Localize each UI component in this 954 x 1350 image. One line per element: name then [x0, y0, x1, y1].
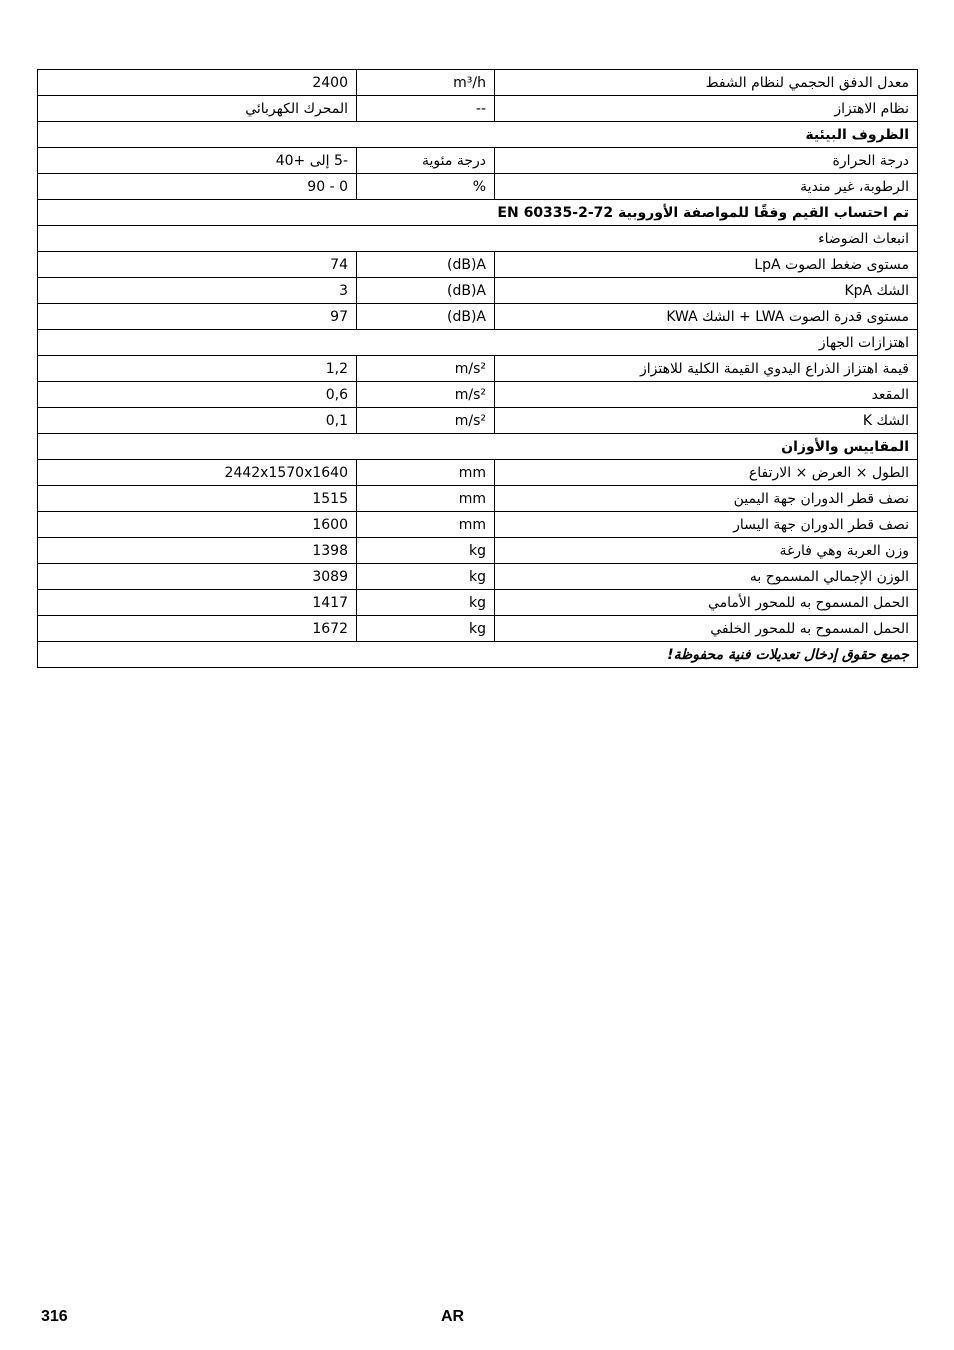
- page-number: 316: [41, 1308, 68, 1325]
- specifications-table-body: [38, 70, 918, 668]
- spec-unit: kg: [357, 564, 495, 590]
- spec-unit: mm: [357, 486, 495, 512]
- spec-value: 2442x1570x1640: [38, 460, 357, 486]
- spec-row: [38, 512, 918, 538]
- spec-value: 3089: [38, 564, 357, 590]
- spec-value: 97: [38, 304, 357, 330]
- spec-label: مستوى ضغط الصوت LpA: [495, 252, 918, 278]
- spec-label: معدل الدفق الحجمي لنظام الشفط: [495, 70, 918, 96]
- spec-label: وزن العربة وهي فارغة: [495, 538, 918, 564]
- spec-value: 74: [38, 252, 357, 278]
- spec-value: 0,6: [38, 382, 357, 408]
- section-row: [38, 330, 918, 356]
- spec-row: [38, 304, 918, 330]
- spec-value: 0 - 90: [38, 174, 357, 200]
- spec-row: [38, 356, 918, 382]
- spec-unit: (dB)A: [357, 278, 495, 304]
- spec-row: [38, 486, 918, 512]
- spec-row: [38, 564, 918, 590]
- section-row: [38, 200, 918, 226]
- spec-value: 1398: [38, 538, 357, 564]
- spec-row: [38, 616, 918, 642]
- spec-unit: kg: [357, 616, 495, 642]
- spec-row: [38, 408, 918, 434]
- section-row: [38, 642, 918, 668]
- spec-unit: mm: [357, 512, 495, 538]
- spec-value: 2400: [38, 70, 357, 96]
- spec-label: الشك K: [495, 408, 918, 434]
- spec-value: 3: [38, 278, 357, 304]
- spec-value: 1,2: [38, 356, 357, 382]
- spec-value: 0,1: [38, 408, 357, 434]
- spec-row: [38, 174, 918, 200]
- section-row: [38, 434, 918, 460]
- spec-row: [38, 252, 918, 278]
- spec-label: المقعد: [495, 382, 918, 408]
- spec-row: [38, 590, 918, 616]
- spec-row: [38, 96, 918, 122]
- spec-row: [38, 460, 918, 486]
- spec-unit: m/s²: [357, 356, 495, 382]
- spec-label: الحمل المسموح به للمحور الخلفي: [495, 616, 918, 642]
- spec-unit: --: [357, 96, 495, 122]
- spec-unit: kg: [357, 538, 495, 564]
- spec-value: 1672: [38, 616, 357, 642]
- spec-label: الشك KpA: [495, 278, 918, 304]
- spec-label: قيمة اهتزاز الذراع اليدوي القيمة الكلية للاهتزاز: [495, 356, 918, 382]
- spec-value: 1515: [38, 486, 357, 512]
- language-code: AR: [441, 1308, 465, 1325]
- spec-unit: (dB)A: [357, 304, 495, 330]
- spec-unit: (dB)A: [357, 252, 495, 278]
- section-row: [38, 226, 918, 252]
- spec-label: الرطوبة، غير مندية: [495, 174, 918, 200]
- spec-label: نصف قطر الدوران جهة اليمين: [495, 486, 918, 512]
- spec-row: [38, 538, 918, 564]
- section-heading: الظروف البيئية: [38, 122, 918, 148]
- spec-label: نصف قطر الدوران جهة اليسار: [495, 512, 918, 538]
- specifications-table: [37, 69, 918, 668]
- spec-value: -5 إلى +40: [38, 148, 357, 174]
- spec-unit: mm: [357, 460, 495, 486]
- spec-unit: %: [357, 174, 495, 200]
- section-heading: اهتزازات الجهاز: [38, 330, 918, 356]
- spec-label: الحمل المسموح به للمحور الأمامي: [495, 590, 918, 616]
- spec-unit: m/s²: [357, 408, 495, 434]
- spec-label: مستوى قدرة الصوت LWA + الشك KWA: [495, 304, 918, 330]
- spec-value: المحرك الكهربائي: [38, 96, 357, 122]
- spec-label: الطول × العرض × الارتفاع: [495, 460, 918, 486]
- rights-reserved-note: جميع حقوق إدخال تعديلات فنية محفوظة!: [38, 642, 918, 668]
- section-heading: انبعاث الضوضاء: [38, 226, 918, 252]
- spec-unit: kg: [357, 590, 495, 616]
- section-heading: المقاييس والأوزان: [38, 434, 918, 460]
- spec-label: درجة الحرارة: [495, 148, 918, 174]
- spec-unit: درجة مئوية: [357, 148, 495, 174]
- spec-row: [38, 382, 918, 408]
- spec-unit: m/s²: [357, 382, 495, 408]
- spec-label: نظام الاهتزاز: [495, 96, 918, 122]
- spec-unit: m³/h: [357, 70, 495, 96]
- spec-row: [38, 148, 918, 174]
- spec-value: 1600: [38, 512, 357, 538]
- spec-row: [38, 70, 918, 96]
- spec-row: [38, 278, 918, 304]
- section-heading: تم احتساب القيم وفقًا للمواصفة الأوروبية EN 60335-2-72: [38, 200, 918, 226]
- spec-value: 1417: [38, 590, 357, 616]
- section-row: [38, 122, 918, 148]
- spec-label: الوزن الإجمالي المسموح به: [495, 564, 918, 590]
